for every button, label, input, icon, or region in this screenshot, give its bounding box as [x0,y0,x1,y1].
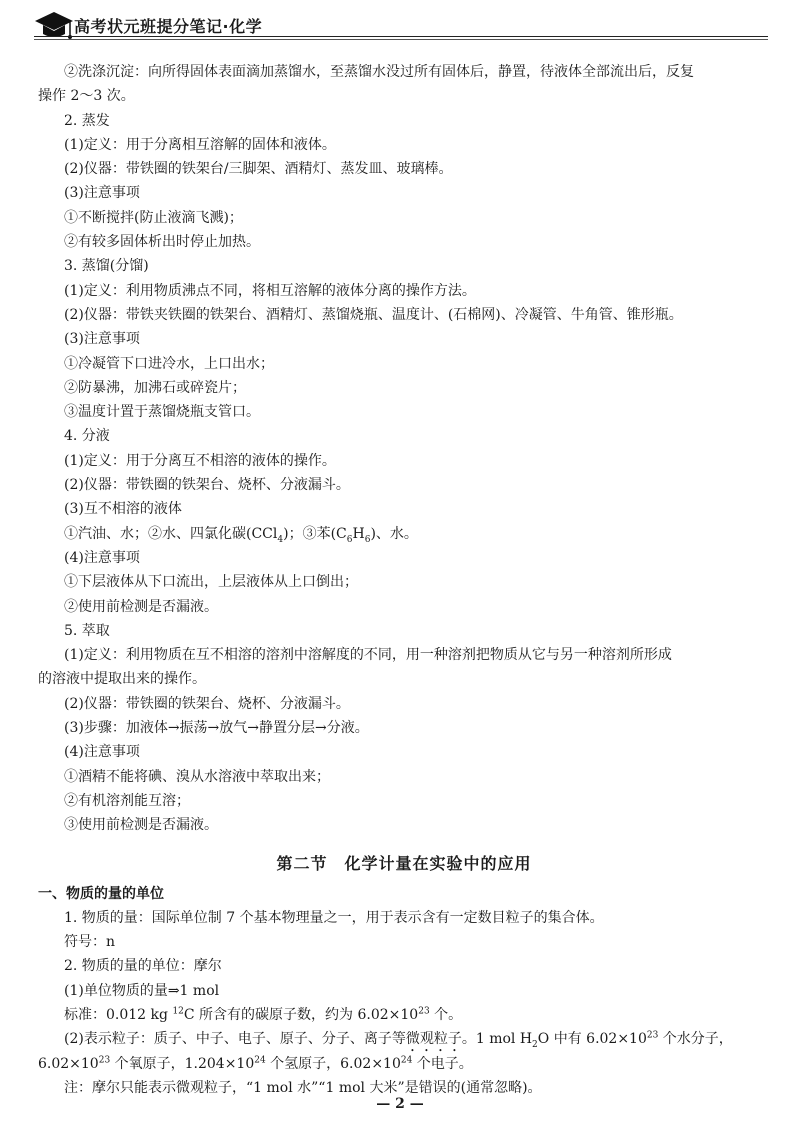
text-line: (2)仪器：带铁圈的铁架台/三脚架、酒精灯、蒸发皿、玻璃棒。 [64,161,453,178]
text-line: (3)互不相溶的液体 [64,501,182,518]
text-line-formula: 标准：0.012 kg $^{12}$C 所含有的碳原子数，约为 $6.02\times 10^{23}$ 个。 [64,1006,463,1023]
text-line: 符号：n [64,934,116,951]
text-line: 5. 萃取 [64,622,110,639]
text-line: (2)仪器：带铁夹铁圈的铁架台、酒精灯、蒸馏烧瓶、温度计、(石棉网)、冷凝管、牛角管、锥形瓶。 [64,306,683,323]
note-line: 注：摩尔只能表示微观粒子，“1 mol 水”“1 mol 大米”是错误的(通常忽略)。 [64,1079,542,1096]
text-line: ③温度计置于蒸馏烧瓶支管口。 [64,404,260,421]
text-line: (2)仪器：带铁圈的铁架台、烧杯、分液漏斗。 [64,695,350,712]
text-line: (2)仪器：带铁圈的铁架台、烧杯、分液漏斗。 [64,477,350,494]
text-line: ②使用前检测是否漏液。 [64,598,218,615]
text-line: (1)定义：利用物质在互不相溶的溶剂中溶解度的不同，用一种溶剂把物质从它与另一种溶剂所形成 [64,647,672,664]
emphasis-text: 微观粒子 [405,1031,462,1048]
graduation-cap-icon [34,10,74,42]
header-rule [34,36,768,37]
text-line: (4)注意事项 [64,549,140,566]
text-line: (1)定义：利用物质沸点不同，将相互溶解的液体分离的操作方法。 [64,282,476,299]
text-line: 操作 2～3 次。 [38,88,135,105]
header-title: 高考状元班提分笔记·化学 [74,17,263,36]
text-line: ②洗涤沉淀：向所得固体表面滴加蒸馏水，至蒸馏水没过所有固体后，静置，待液体全部流出后，反复 [64,64,694,80]
section-title: 第二节 化学计量在实验中的应用 [276,853,532,873]
text-line: ①下层液体从下口流出，上层液体从上口倒出； [64,574,358,591]
text-line: (1)单位物质的量⇒1 mol [64,982,220,999]
text-line: 的溶液中提取出来的操作。 [38,671,206,688]
text-line: (3)步骤：加液体→振荡→放气→静置分层→分液。 [64,720,369,737]
text-line: (3)注意事项 [64,185,140,202]
text-line-formula: (2)表示粒子：质子、中子、电子、原子、分子、离子等微观粒子。1 mol $H_2O$ 中有 $6.02\times 10^{23}$ 个水分子， [64,1030,733,1051]
text-line: (1)定义：用于分离相互溶解的固体和液体。 [64,136,336,153]
text-line: 3. 蒸馏(分馏) [64,258,149,275]
page-content [38,60,770,1100]
text-line: (4)注意事项 [64,744,140,761]
text-line: 1. 物质的量：国际单位制 7 个基本物理量之一，用于表示含有一定数目粒子的集合体。 [64,909,604,926]
text-line: ①冷凝管下口进冷水，上口出水； [64,355,274,372]
text-line: ①酒精不能将碘、溴从水溶液中萃取出来； [64,768,330,785]
text-line: ①不断搅拌(防止液滴飞溅)； [64,209,243,226]
text-line: ②有机溶剂能互溶； [64,792,190,809]
page-header [34,6,768,46]
text-line-formula: $6.02\times 10^{23}$ 个氧原子，$1.204\times 10^{24}$ 个氢原子，$6.02\times 10^{24}$ 个电子。 [38,1054,473,1072]
text-line: 4. 分液 [64,428,110,445]
text-line: ③使用前检测是否漏液。 [64,817,218,834]
text-line: 2. 物质的量的单位：摩尔 [64,958,222,975]
text-line: (1)定义：用于分离互不相溶的液体的操作。 [64,452,336,469]
text-line: (3)注意事项 [64,331,140,348]
subsection-heading: 一、物质的量的单位 [38,885,164,902]
header-rule-thin [34,39,768,40]
page-number: — 2 — [376,1096,424,1112]
text-line: ②有较多固体析出时停止加热。 [64,234,260,251]
text-line: 2. 蒸发 [64,112,110,129]
text-line: ②防暴沸，加沸石或碎瓷片； [64,379,246,396]
text-line-formula: ①汽油、水；②水、四氯化碳(CCl$_4$)；③苯$(C_6H_6)$、水。 [64,525,418,545]
